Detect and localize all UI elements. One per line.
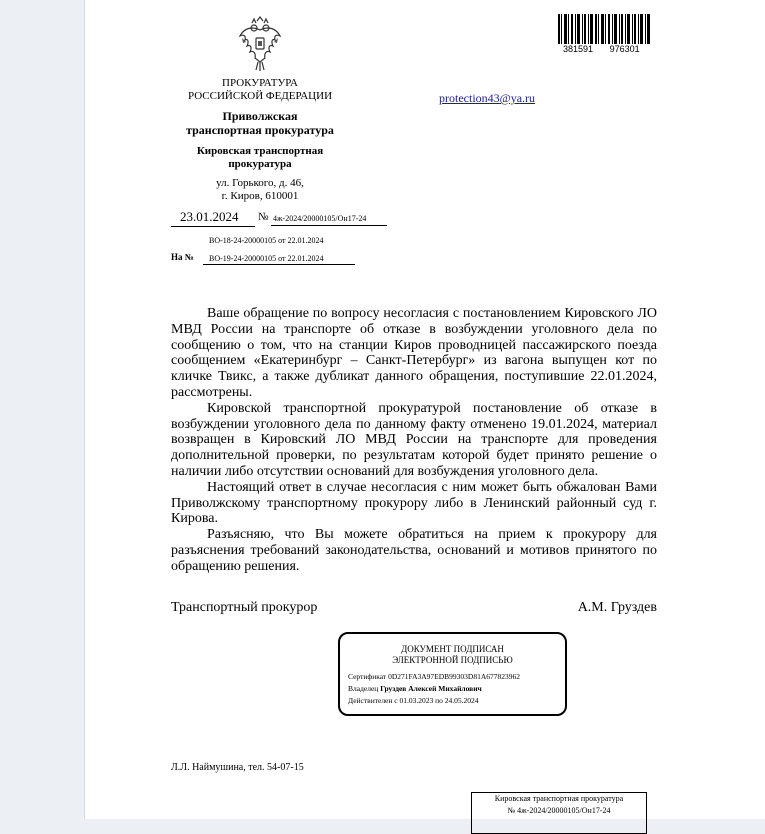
org-name xyxy=(160,77,360,103)
reg-box-line-2: № 4ж-2024/20000105/Он17-24 xyxy=(507,806,611,815)
valid-to: 24.05.2024 xyxy=(444,696,479,705)
address-line-2: г. Киров, 610001 xyxy=(221,190,299,202)
reference-prefix: На № xyxy=(171,252,194,262)
barcode xyxy=(558,14,650,44)
sub-dept-line-2: прокуратура xyxy=(228,158,292,170)
letter-body xyxy=(171,306,657,575)
dept-line-2: транспортная прокуратура xyxy=(186,123,334,137)
dept-line-1: Приволжская xyxy=(222,109,298,123)
sub-dept-name xyxy=(160,145,360,171)
dept-name xyxy=(160,109,360,137)
number-symbol: № xyxy=(258,211,269,223)
stamp-title-line-1: ДОКУМЕНТ ПОДПИСАН xyxy=(401,644,504,654)
date-underline xyxy=(171,226,255,227)
owner-label: Владелец xyxy=(348,684,379,693)
reference-2: ВО-19-24-20000105 от 22.01.2024 xyxy=(209,254,324,263)
body-paragraph-4: Разъясняю, что Вы можете обратиться на прием к прокурору для разъяснения требований законодательства, оснований и мотивов принятого по обращению решения. xyxy=(171,527,657,574)
body-paragraph-3: Настоящий ответ в случае несогласия с ним может быть обжалован Вами Приволжскому транспортному прокурору либо в Ленинский районный суд г. Кирова. xyxy=(171,479,657,527)
stamp-owner xyxy=(348,684,482,693)
registration-box xyxy=(471,792,647,834)
address xyxy=(160,177,360,203)
reg-box-line-1: Кировская транспортная прокуратура xyxy=(494,794,624,803)
valid-from-prefix: с xyxy=(394,696,398,705)
stamp-validity xyxy=(348,696,479,705)
body-paragraph-1: Ваше обращение по вопросу несогласия с постановлением Кировского ЛО МВД России на транспорте об отказе в возбуждении уголовного дела по сообщению о том, что на станции Киров проводницей пассажирского поезда сообщением «Екатеринбург – Санкт-Петербург» из вагона выпущен кот по кличке Твикс, а также дубликат данного обращения, поступившие 22.01.2024, рассмотрены. xyxy=(171,306,657,400)
recipient-email[interactable]: protection43@ya.ru xyxy=(439,91,536,105)
stamp-title xyxy=(340,644,565,666)
owner-value: Груздев Алексей Михайлович xyxy=(380,684,482,693)
valid-label: Действителен xyxy=(348,696,393,705)
signer-name: А.М. Груздев xyxy=(577,600,657,615)
reference-underline xyxy=(203,264,355,265)
cert-label: Сертификат xyxy=(348,672,387,681)
letter-page xyxy=(84,0,765,819)
cert-value: 0D271FA3A97EDB99303D81A677823962 xyxy=(388,672,521,681)
sub-dept-line-1: Кировская транспортная xyxy=(196,145,324,157)
executor-note: Л.Л. Наймушина, тел. 54-07-15 xyxy=(171,762,304,773)
stamp-certificate xyxy=(348,672,520,681)
stamp-title-line-2: ЭЛЕКТРОННОЙ ПОДПИСЬЮ xyxy=(392,655,513,665)
valid-to-prefix: по xyxy=(435,696,443,705)
signature-row xyxy=(171,600,657,616)
barcode-right-number: 976301 xyxy=(609,44,640,54)
reference-1: ВО-18-24-20000105 от 22.01.2024 xyxy=(209,236,324,245)
signer-position: Транспортный прокурор xyxy=(171,600,318,615)
electronic-signature-stamp xyxy=(338,632,567,716)
number-underline xyxy=(271,225,387,226)
letter-date: 23.01.2024 xyxy=(180,209,239,224)
valid-from: 01.03.2023 xyxy=(399,696,434,705)
barcode-left-number: 381591 xyxy=(563,44,594,54)
barcode-numbers xyxy=(563,44,640,54)
letter-number: 4ж-2024/20000105/Он17-24 xyxy=(273,214,367,223)
address-line-1: ул. Горького, д. 46, xyxy=(216,177,304,189)
org-line-2: РОССИЙСКОЙ ФЕДЕРАЦИИ xyxy=(187,90,333,102)
body-paragraph-2: Кировской транспортной прокуратурой постановление об отказе в возбуждении уголовного дела по данному факту отменено 19.01.2024, материал возвращен в Кировский ЛО МВД России на транспорте для проведения дополнительной проверки, по результатам которой будет принято решение о наличии либо отсутствии оснований для возбуждения уголовного дела. xyxy=(171,400,657,479)
org-line-1: ПРОКУРАТУРА xyxy=(222,77,298,89)
coat-of-arms-emblem xyxy=(236,16,284,72)
